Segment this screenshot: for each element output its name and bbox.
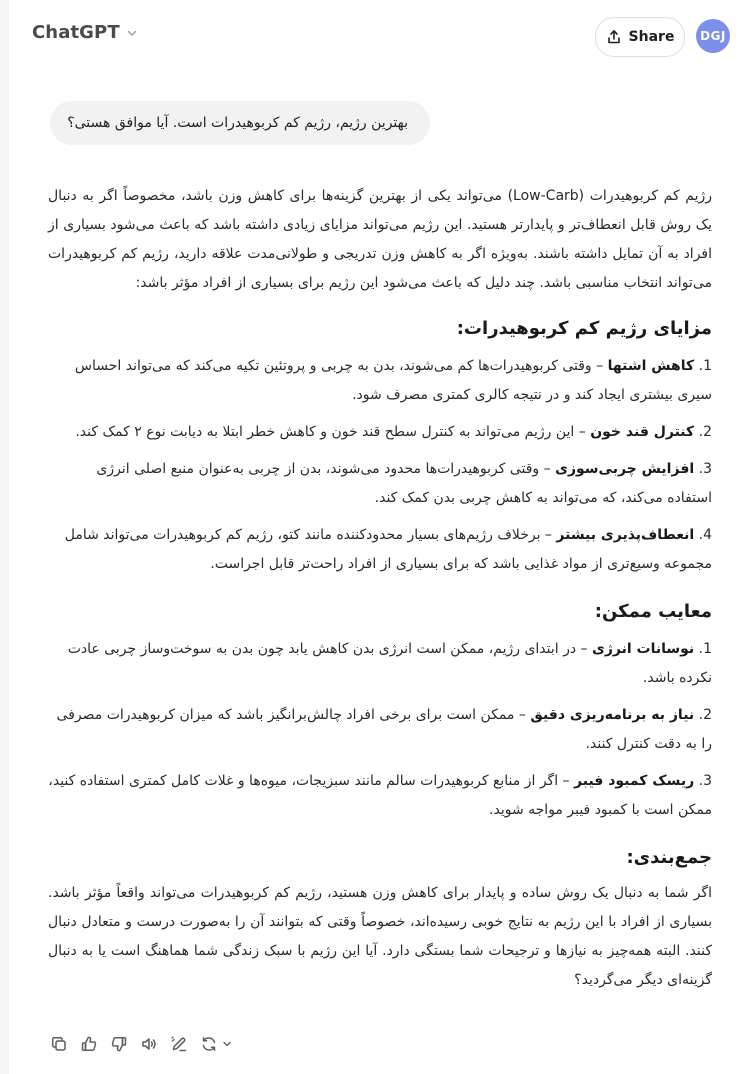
item-body: – اگر از منابع کربوهیدرات سالم مانند سبزیجات، میوه‌ها و غلات کامل کمتری استفاده کنید، ممکن است با کمبود فیبر مواجه شوید. [48,773,712,818]
model-name: ChatGPT [32,22,120,43]
good-response-button[interactable] [78,1033,100,1055]
item-title: کنترل قند خون [590,424,695,440]
read-aloud-icon [140,1035,158,1053]
edit-canvas-icon [170,1035,188,1053]
item-title: انعطاف‌پذیری بیشتر [556,527,695,543]
item-title: افزایش چربی‌سوزی [555,461,695,477]
item-number: 4. [698,527,712,543]
chevron-down-icon [126,27,138,39]
edit-in-canvas-button[interactable] [168,1033,190,1055]
item-body: – وقتی کربوهیدرات‌ها محدود می‌شوند، بدن از چربی به‌عنوان منبع اصلی انرژی استفاده می‌کند، که می‌تواند به کاهش چربی بدن کمک کند. [96,461,712,506]
item-number: 1. [698,641,712,657]
list-item [48,455,712,513]
copy-button[interactable] [48,1033,70,1055]
item-body: – این رژیم می‌تواند به کنترل سطح قند خون و کاهش خطر ابتلا به دیابت نوع ۲ کمک کند. [75,424,591,440]
share-button[interactable] [595,17,685,57]
assistant-message [48,182,712,995]
item-number: 3. [698,773,712,789]
list-item [48,767,712,825]
item-body: – وقتی کربوهیدرات‌ها کم می‌شوند، بدن به چربی و پروتئین تکیه می‌کند که می‌تواند احساس سیری بیشتری ایجاد کند و در نتیجه کالری کمتری مصرف شود. [74,358,712,403]
benefits-heading: مزایای رژیم کم کربوهیدرات: [456,318,712,339]
list-item [48,521,712,579]
cons-heading: معایب ممکن: [594,601,712,622]
list-item [48,701,712,759]
user-avatar[interactable]: DGJ [696,19,730,53]
thumbs-down-icon [110,1035,128,1053]
list-item [48,352,712,410]
model-selector[interactable] [32,22,138,43]
user-message: بهترین رژیم، رژیم کم کربوهیدرات است. آیا موافق هستی؟ [50,101,430,145]
item-title: کاهش اشتها [607,358,695,374]
item-number: 2. [698,707,712,723]
thumbs-up-icon [80,1035,98,1053]
list-item [48,418,712,447]
regenerate-icon-wrap [198,1033,220,1055]
item-number: 1. [698,358,712,374]
summary-heading: جمع‌بندی: [626,847,712,868]
item-number: 2. [698,424,712,440]
copy-icon [50,1035,68,1053]
chevron-down-icon [222,1039,232,1049]
item-number: 3. [698,461,712,477]
summary-text: اگر شما به دنبال یک روش ساده و پایدار برای کاهش وزن هستید، رژیم کم کربوهیدرات می‌تواند واقعاً مؤثر باشد. بسیاری از افراد با این رژیم به نتایج خوبی رسیده‌اند، خصوصاً وقتی که بتوانند آن را به‌صورت درست و متعادل دنبال کنند. البته همه‌چیز به نیازها و ترجیحات شما بستگی دارد. آیا این رژیم با سبک زندگی شما هماهنگ است یا به دنبال گزینه‌ای دیگر می‌گردید؟ [48,885,712,988]
item-body: – برخلاف رژیم‌های بسیار محدودکننده مانند کتو، رژیم کم کربوهیدرات می‌تواند شامل مجموعه وسیع‌تری از مواد غذایی باشد که برای بسیاری از افراد راحت‌تر قابل اجراست. [64,527,712,572]
answer-intro: رژیم کم کربوهیدرات (Low-Carb) می‌تواند یکی از بهترین گزینه‌ها برای کاهش وزن باشد، مخصوصاً اگر به دنبال یک روش قابل انعطاف‌تر و پایدارتر هستید. این رژیم می‌تواند مزایای زیادی داشته باشد که باعث می‌شود بسیاری از افراد به آن تمایل داشته باشند. به‌ویژه اگر به کاهش وزن تدریجی و طولانی‌مدت علاقه دارید، رژیم کم کربوهیدرات می‌تواند انتخاب مناسبی باشد. چند دلیل که باعث می‌شود این رژیم برای بسیاری از افراد مؤثر باشد: [48,188,712,291]
sidebar-edge [0,0,9,1074]
share-icon [606,29,622,45]
message-actions [48,1030,232,1058]
cons-list [48,635,712,825]
top-bar [0,0,750,72]
regenerate-button[interactable] [198,1033,232,1055]
item-body: – ممکن است برای برخی افراد چالش‌برانگیز باشد که میزان کربوهیدرات مصرفی را به دقت کنترل کنند. [56,707,712,752]
read-aloud-button[interactable] [138,1033,160,1055]
benefits-list [48,352,712,579]
item-title: نیاز به برنامه‌ریزی دقیق [530,707,695,723]
regenerate-icon [200,1035,218,1053]
item-title: نوسانات انرژی [592,641,695,657]
item-title: ریسک کمبود فیبر [574,773,695,789]
item-body: – در ابتدای رژیم، ممکن است انرژی بدن کاهش یابد چون بدن به سوخت‌وساز چربی عادت نکرده باشد. [67,641,712,686]
list-item [48,635,712,693]
bad-response-button[interactable] [108,1033,130,1055]
share-label: Share [628,29,675,45]
